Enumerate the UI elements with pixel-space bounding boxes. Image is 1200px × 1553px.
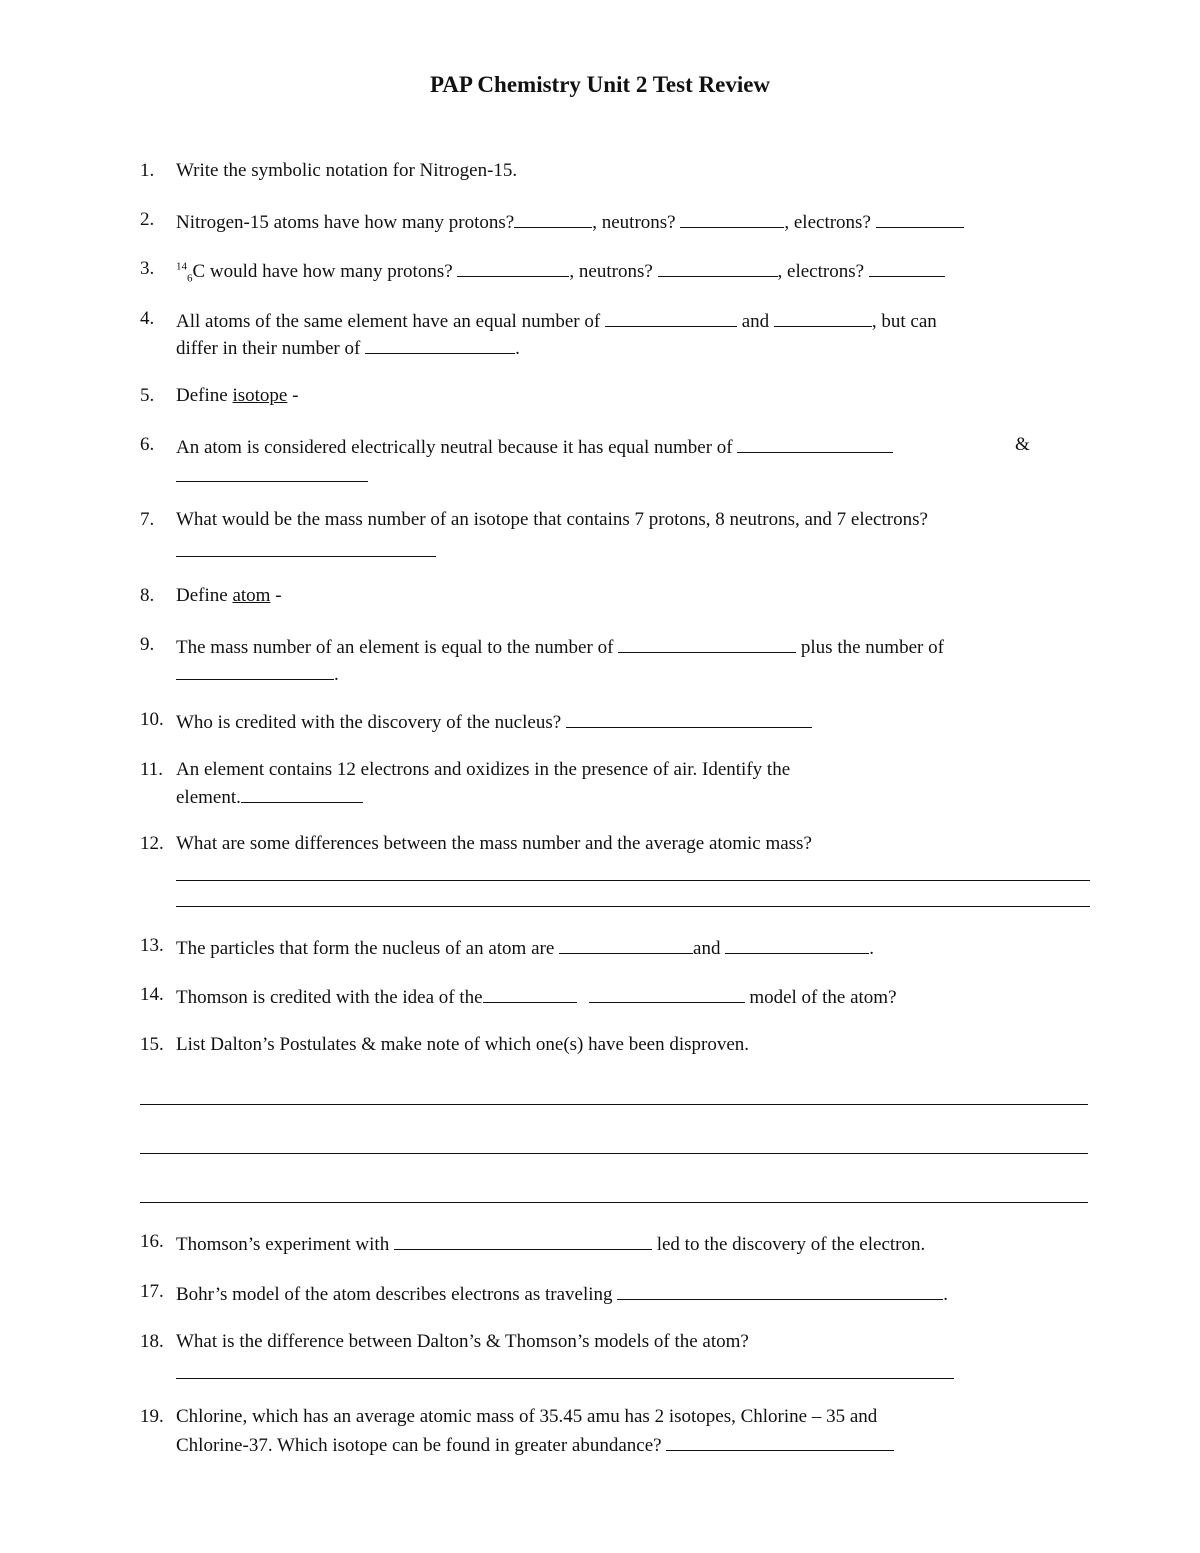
question-text <box>176 982 897 1010</box>
answer-blank[interactable] <box>589 982 745 1003</box>
text-segment: , electrons? <box>777 260 869 282</box>
question-text <box>176 583 282 608</box>
question-number: 3. <box>140 258 155 279</box>
text-segment: - <box>270 585 282 606</box>
answer-blank-neutrons[interactable] <box>658 256 778 277</box>
question-text <box>176 256 945 284</box>
text-segment: and <box>693 937 726 959</box>
question-number: 8. <box>140 585 155 606</box>
question-number: 7. <box>140 509 155 530</box>
question-text <box>176 933 874 961</box>
vocab-term: isotope <box>232 385 288 406</box>
answer-blank[interactable] <box>365 333 515 354</box>
answer-line[interactable] <box>140 1104 1088 1105</box>
answer-blank-electrons[interactable] <box>869 256 945 277</box>
question-9-line-2 <box>176 659 339 687</box>
text-segment: Nitrogen-15 atoms have how many protons? <box>176 211 515 233</box>
text-segment: An atom is considered electrically neutral because it has equal number of <box>176 436 738 458</box>
vocab-term: atom <box>232 585 271 606</box>
text-segment: Thomson is credited with the idea of the <box>176 986 483 1008</box>
answer-blank[interactable] <box>483 982 577 1003</box>
question-text: What is the difference between Dalton’s & Thomson’s models of the atom? <box>176 1331 749 1352</box>
text-segment: Chlorine-37. Which isotope can be found in greater abundance? <box>176 1434 667 1456</box>
text-segment: model of the atom? <box>744 986 897 1008</box>
question-text <box>176 207 964 235</box>
answer-line[interactable] <box>176 880 1090 881</box>
question-number: 18. <box>140 1331 164 1352</box>
question-number: 6. <box>140 434 155 455</box>
question-number: 14. <box>140 984 164 1005</box>
text-segment: plus the number of <box>796 636 944 658</box>
answer-blank[interactable] <box>618 632 796 653</box>
answer-blank[interactable] <box>559 933 693 954</box>
answer-line[interactable] <box>176 1378 954 1379</box>
answer-blank[interactable] <box>725 933 869 954</box>
question-text <box>176 707 812 735</box>
answer-line[interactable] <box>176 906 1090 907</box>
question-number: 1. <box>140 160 155 181</box>
answer-line[interactable] <box>140 1202 1088 1203</box>
question-text: An element contains 12 electrons and oxidizes in the presence of air. Identify the <box>176 759 791 780</box>
text-segment: , neutrons? <box>569 260 658 282</box>
text-segment: , but can <box>871 310 937 332</box>
question-text: Write the symbolic notation for Nitrogen-15. <box>176 160 518 181</box>
question-number: 9. <box>140 634 155 655</box>
text-segment: , neutrons? <box>592 211 681 233</box>
text-segment: Define <box>176 585 233 606</box>
question-number: 15. <box>140 1034 164 1055</box>
question-text: List Dalton’s Postulates & make note of which one(s) have been disproven. <box>176 1034 750 1055</box>
answer-blank[interactable] <box>566 707 812 728</box>
question-text <box>176 632 944 660</box>
text-segment: . <box>869 937 874 959</box>
question-4-line-2 <box>176 333 520 361</box>
answer-blank[interactable] <box>176 659 334 680</box>
ampersand: & <box>1015 434 1030 455</box>
question-number: 13. <box>140 935 164 956</box>
text-segment: Who is credited with the discovery of the nucleus? <box>176 711 566 733</box>
question-11-line-2 <box>176 782 363 810</box>
page-title: PAP Chemistry Unit 2 Test Review <box>429 72 771 97</box>
text-segment: - <box>287 385 299 406</box>
answer-line[interactable] <box>140 1153 1088 1154</box>
text-segment: differ in their number of <box>176 337 366 359</box>
question-number: 17. <box>140 1281 164 1302</box>
answer-blank-protons[interactable] <box>514 207 592 228</box>
answer-blank[interactable] <box>774 306 872 327</box>
question-text <box>176 432 893 460</box>
answer-line[interactable] <box>176 481 368 482</box>
question-number: 11. <box>140 759 164 780</box>
text-segment: . <box>515 337 520 359</box>
answer-blank[interactable] <box>605 306 737 327</box>
mass-number: 14 <box>176 260 187 273</box>
text-segment: and <box>736 310 774 332</box>
text-segment: C would have how many protons? <box>192 260 458 282</box>
question-text: What would be the mass number of an isotope that contains 7 protons, 8 neutrons, and 7 electrons? <box>176 509 928 530</box>
answer-line[interactable] <box>176 556 436 557</box>
question-text <box>176 1229 925 1257</box>
text-segment: . <box>943 1283 949 1305</box>
question-number: 10. <box>140 709 164 730</box>
question-number: 5. <box>140 385 155 406</box>
answer-blank[interactable] <box>737 432 893 453</box>
question-text: What are some differences between the mass number and the average atomic mass? <box>176 833 812 854</box>
question-text: Chlorine, which has an average atomic mass of 35.45 amu has 2 isotopes, Chlorine – 35 and <box>176 1406 878 1427</box>
answer-blank[interactable] <box>666 1430 894 1451</box>
question-text <box>176 383 298 408</box>
text-segment: led to the discovery of the electron. <box>651 1233 926 1255</box>
text-segment: , electrons? <box>784 211 876 233</box>
question-number: 12. <box>140 833 164 854</box>
question-number: 2. <box>140 209 155 230</box>
text-segment: Define <box>176 385 233 406</box>
answer-blank-electrons[interactable] <box>876 207 964 228</box>
answer-blank[interactable] <box>241 782 363 803</box>
text-segment: The mass number of an element is equal to the number of <box>176 636 619 658</box>
answer-blank-neutrons[interactable] <box>680 207 784 228</box>
text-segment: . <box>334 663 339 685</box>
question-number: 16. <box>140 1231 164 1252</box>
question-text <box>176 306 937 334</box>
text-segment: element. <box>176 786 241 808</box>
answer-blank[interactable] <box>617 1279 943 1300</box>
question-19-line-2 <box>176 1430 894 1458</box>
text-segment: Bohr’s model of the atom describes electrons as traveling <box>176 1283 618 1305</box>
text-segment: All atoms of the same element have an equal number of <box>176 310 605 332</box>
question-number: 19. <box>140 1406 164 1427</box>
text-segment: Thomson’s experiment with <box>176 1233 394 1255</box>
question-number: 4. <box>140 308 155 329</box>
atomic-number: 6 <box>187 272 193 285</box>
answer-blank-protons[interactable] <box>457 256 569 277</box>
answer-blank[interactable] <box>394 1229 652 1250</box>
question-text <box>176 1279 948 1307</box>
text-segment: The particles that form the nucleus of an atom are <box>176 937 560 959</box>
